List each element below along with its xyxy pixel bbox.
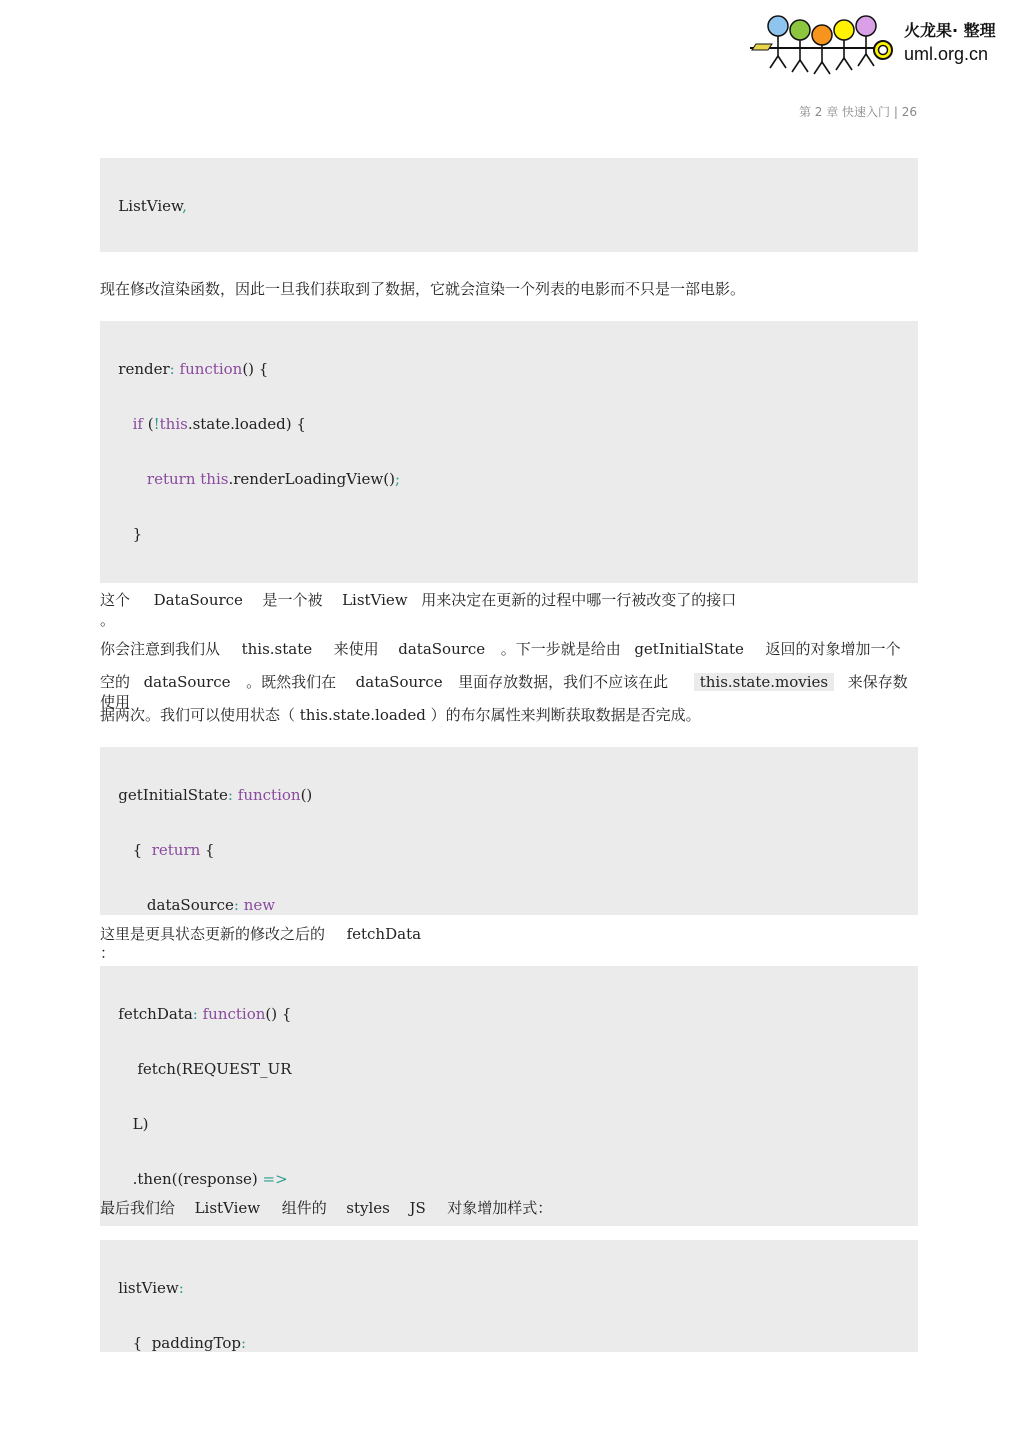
paragraph-loaded-flag: 据两次。我们可以使用状态（ this.state.loaded ）的布尔属性来判断获取数据是否完成。 — [100, 706, 701, 724]
code-line — [104, 581, 918, 583]
text-run: 用来决定在更新的过程中哪一行被改变了的接口 — [421, 591, 737, 609]
code-line: .then((response) => — [104, 1170, 288, 1189]
paragraph-styles-intro — [100, 1198, 920, 1218]
paragraph-fetchdata-intro — [100, 924, 920, 944]
code-term: fetchData — [346, 925, 422, 943]
code-line: listView: — [104, 1278, 184, 1297]
chapter-page-label: 第 2 章 快速入门 | 26 — [798, 105, 917, 119]
code-line: fetch(REQUEST_UR — [104, 1060, 292, 1079]
text-run: 来保存数 — [847, 673, 908, 691]
text-run: 对象增加样式： — [447, 1199, 553, 1217]
code-block-fetchdata — [100, 966, 918, 1226]
paragraph-datasource — [100, 590, 920, 610]
code-line: L) — [104, 1115, 149, 1134]
brand-site: uml.org.cn — [904, 44, 989, 64]
brand-org: 火龙果· 整理 — [904, 21, 996, 40]
paragraph-overlap-word: 使用 — [100, 693, 131, 711]
brand — [904, 20, 996, 66]
paragraph-render-intro: 现在修改渲染函数，因此一旦我们获取到了数据，它就会渲染一个列表的电影而不只是一部电影。 — [100, 280, 746, 298]
text-run: 里面存放数据，我们不应该在此 — [458, 673, 669, 691]
text-run: 这个 — [100, 591, 131, 609]
text-run: 这里是更具状态更新的修改之后的 — [100, 925, 326, 943]
text-run: 最后我们给 — [100, 1199, 176, 1217]
code-block-render — [100, 321, 918, 583]
code-term: getInitialState — [634, 640, 744, 658]
text-run: 是一个被 — [262, 591, 323, 609]
code-block-react-imports — [100, 158, 918, 252]
code-line: dataSource: new — [104, 896, 276, 915]
text-run: 组件的 — [281, 1199, 327, 1217]
code-line: fetchData: function() { — [104, 1004, 292, 1023]
text-run: 来使用 — [333, 640, 379, 658]
text-run: 。既然我们在 — [246, 673, 337, 691]
code-term: styles — [346, 1199, 390, 1217]
code-line: ListView, — [104, 196, 187, 215]
code-line: } — [104, 525, 143, 544]
code-line: { paddingTop: — [104, 1334, 247, 1352]
text-run: 你会注意到我们从 — [100, 640, 221, 658]
code-term: this.state — [241, 640, 313, 658]
code-line: return this.renderLoadingView(); — [146, 470, 401, 489]
text-run: 返回的对象增加一个 — [765, 640, 901, 658]
code-block-getinitialstate — [100, 747, 918, 915]
code-term: JS — [409, 1199, 426, 1217]
code-term: ListView — [194, 1199, 261, 1217]
code-block-styles — [100, 1240, 918, 1352]
paragraph-colon: ： — [100, 944, 116, 962]
code-term: dataSource — [398, 640, 486, 658]
code-line: render: function() { — [104, 359, 269, 378]
code-term: DataSource — [153, 591, 243, 609]
highlighted-code-term: this.state.movies — [694, 673, 834, 691]
text-run: 。下一步就是给由 — [500, 640, 621, 658]
code-line: getInitialState: function() — [104, 785, 313, 804]
code-line: if (!this.state.loaded) { — [132, 415, 306, 434]
text-run: 空的 — [100, 673, 131, 691]
code-term: ListView — [342, 591, 408, 609]
paragraph-state-usage — [100, 639, 920, 659]
code-term: dataSource — [143, 673, 231, 691]
paragraph-empty-datasource — [100, 672, 920, 692]
code-line: { return { — [104, 841, 215, 860]
paragraph-period: 。 — [100, 611, 116, 629]
code-term: dataSource — [355, 673, 443, 691]
